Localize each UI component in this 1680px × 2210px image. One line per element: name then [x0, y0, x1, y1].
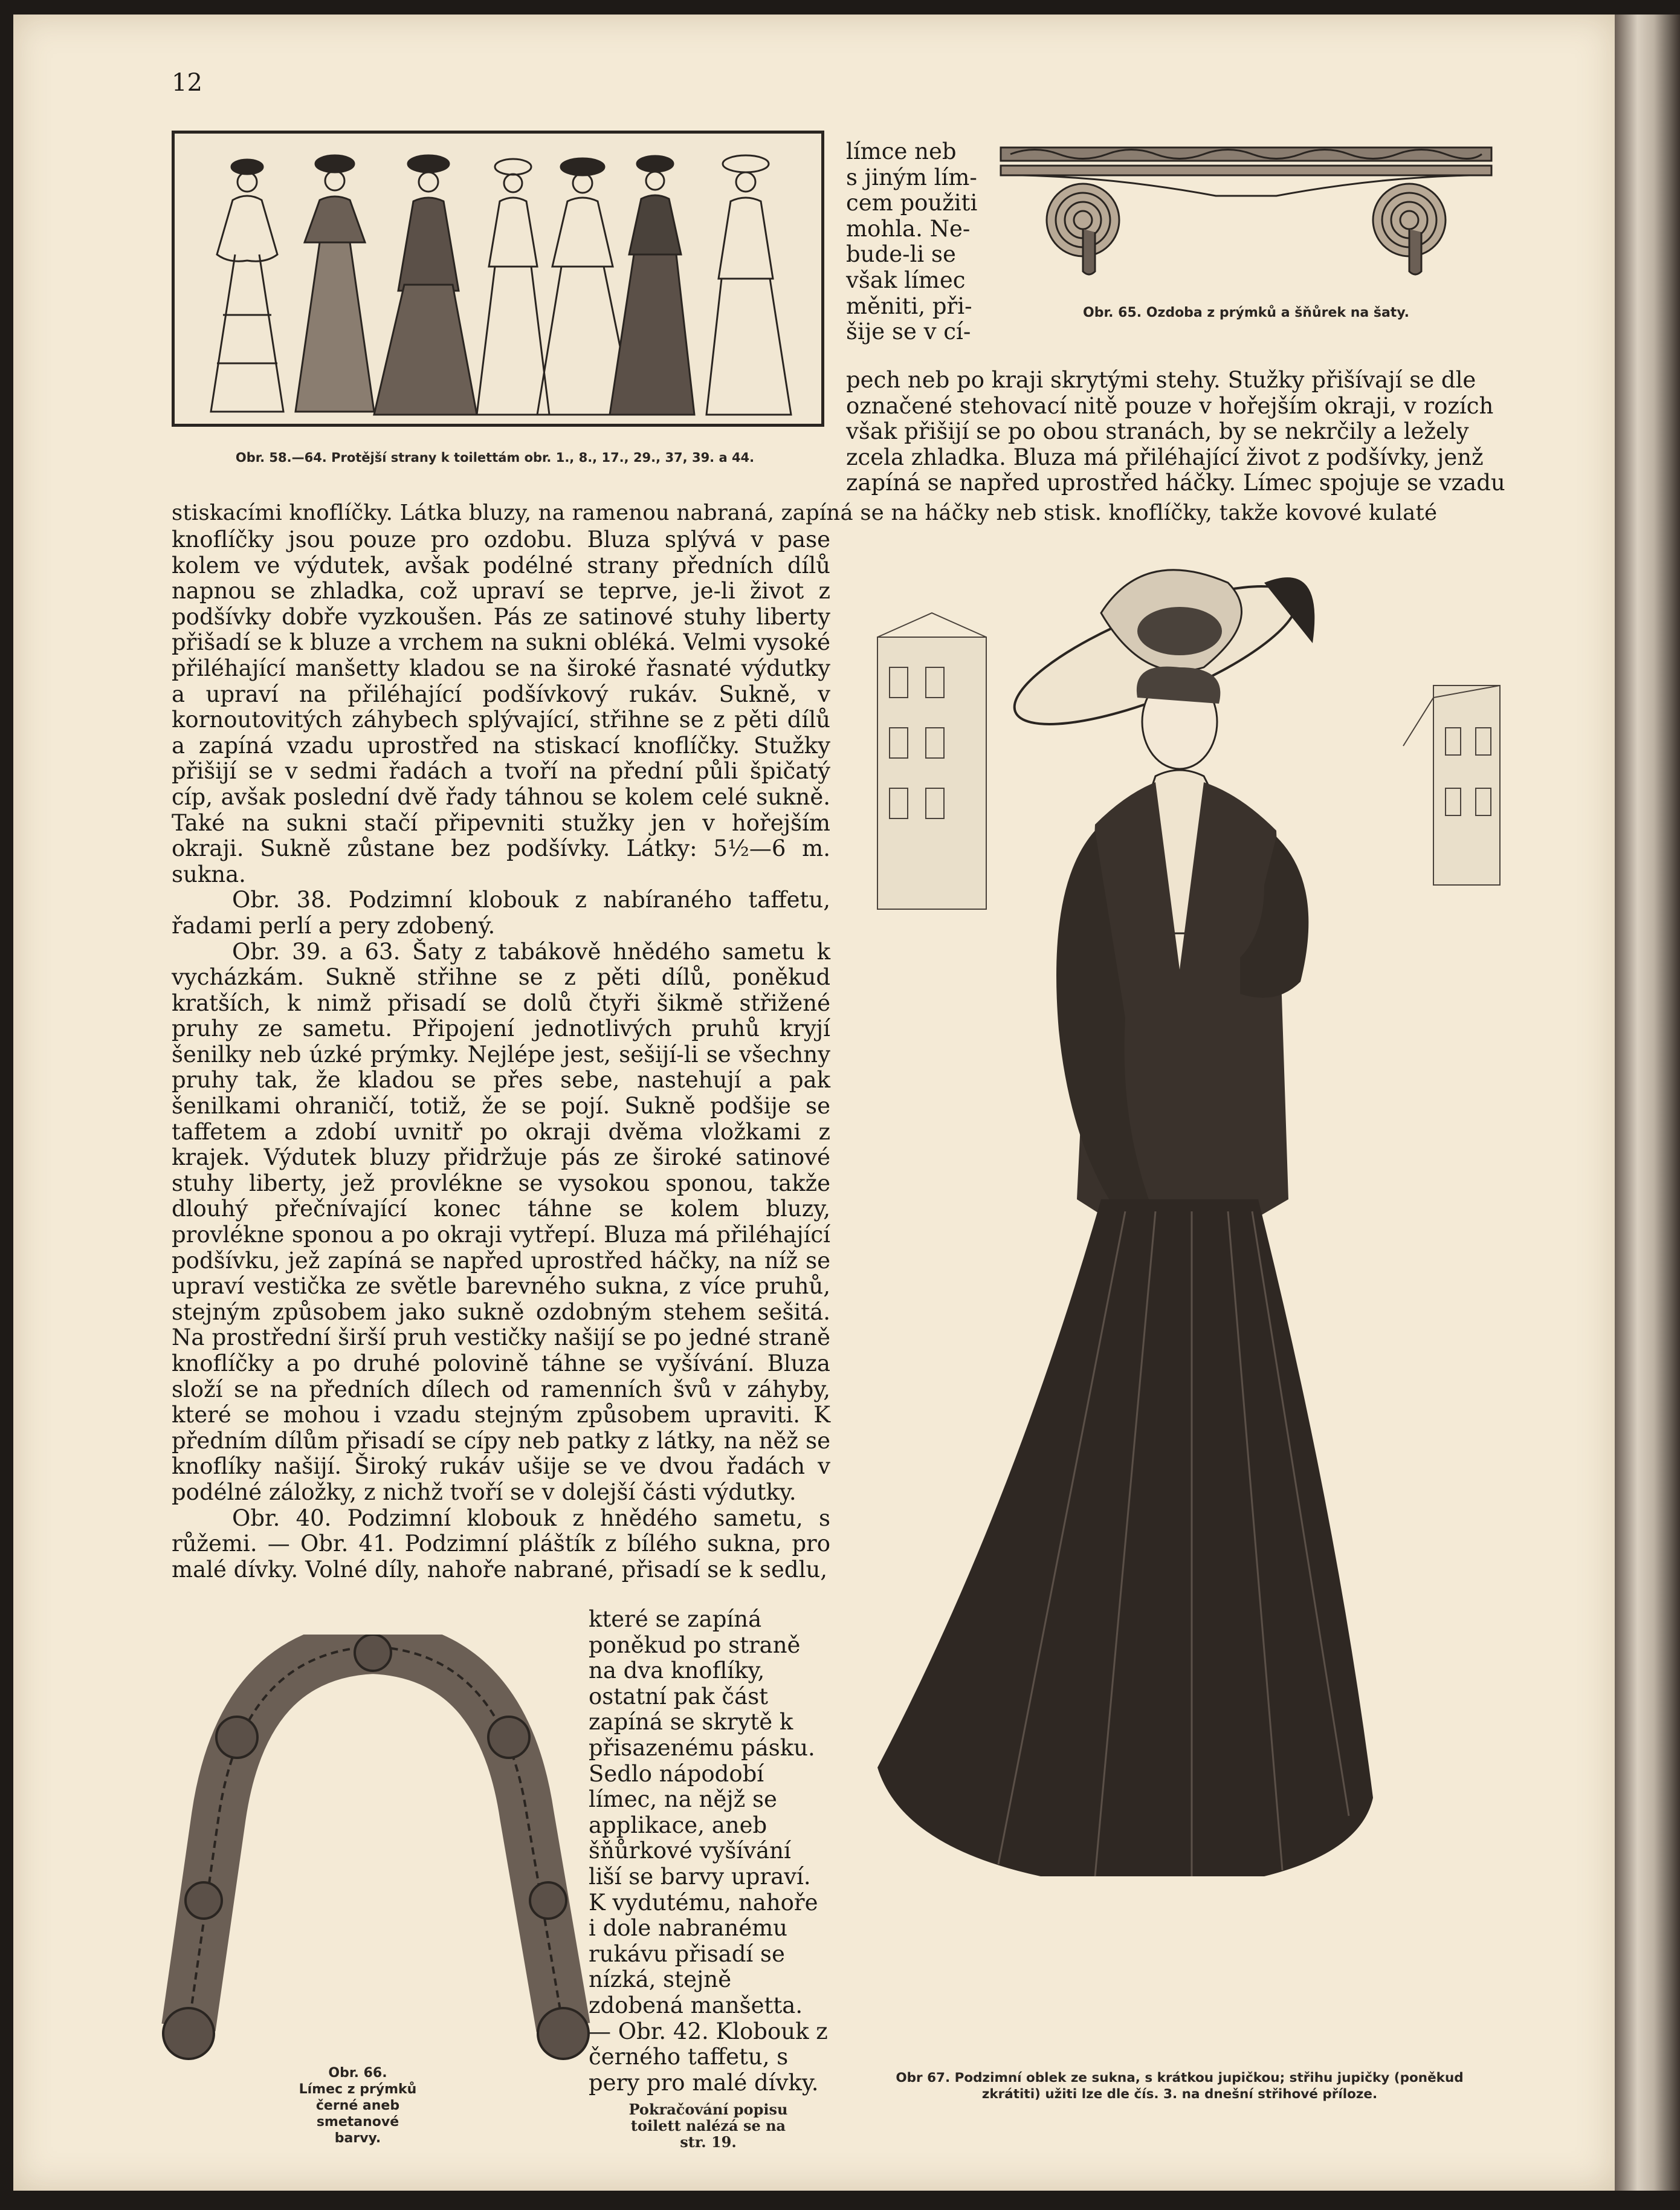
line: pech neb po kraji skrytými stehy. Stužky přišívají se dle [846, 367, 1476, 393]
note-line: Pokračování popisu [628, 2101, 788, 2118]
paragraph-blouse: knoflíčky jsou pouze pro ozdobu. Bluza splývá v pase kolem ve výdutek, avšak podélné strany předních dílů napnou se zhladka, což upraví se teprve, je-li život z podšívky dobře vyzkoušen. Pás ze satinové stuhy liberty přišadí se k bluze a vrchem na sukni obléká. Velmi vysoké přiléhající manšetty kladou se na široké řasnaté výdutky a upraví na přiléhající podšívkový rukáv. Sukně, v kornoutovitých záhybech splývající, střihne se z pěti dílů a zapíná vzadu uprostřed na stiskací knoflíčky. Stužky přišijí se v sedmi řadách a tvoří na přední půli špičatý cíp, avšak poslední dvě řady táhnou se kolem celé sukně. Také na sukni stačí připevniti stužky jen v hořejším okraji. Sukně zůstane bez podšívky. Látky: 5½—6 m. sukna. [172, 527, 830, 887]
caption-line: barvy. [334, 2131, 381, 2146]
continuation-note [593, 2101, 823, 2150]
ornament-illustration [998, 141, 1494, 280]
magazine-page [13, 15, 1615, 2191]
line: cem použiti [846, 190, 978, 216]
note-line: toilett nalézá se na [630, 2117, 786, 2134]
paragraph-obr-40: Obr. 40. Podzimní klobouk z hnědého sametu, s růžemi. — Obr. 41. Podzimní pláštík z bílého sukna, pro malé dívky. Volné díly, nahoře nabrané, přisadí se k sedlu, [172, 1505, 830, 1583]
paragraph-obr-38: Obr. 38. Podzimní klobouk z nabíraného taffetu, řadami perlí a pery zdobený. [172, 887, 830, 939]
line: zcela zhladka. Bluza má přiléhající život z podšívky, jenž [846, 444, 1484, 470]
caption-line: Límec z prýmků [299, 2082, 417, 2097]
caption-figure-58-64: Obr. 58.—64. Protější strany k toilettám obr. 1., 8., 17., 29., 37, 39. a 44. [235, 450, 755, 465]
text-left-column [172, 527, 830, 1583]
caption-line: zkrátiti) užiti lze dle čís. 3. na dnešní střihové příloze. [981, 2087, 1378, 2102]
line: šije se v cí- [846, 319, 971, 345]
note-line: str. 19. [680, 2133, 737, 2151]
figure-65-ornament [998, 141, 1494, 280]
line: mohla. Ne- [846, 215, 971, 242]
text-right-wide [846, 368, 1511, 496]
figure-67-autumn-costume [841, 546, 1524, 1949]
line: označené stehovací nitě pouze v hořejším okraji, v rozích [846, 392, 1494, 419]
caption-line: Obr 67. Podzimní oblek ze sukna, s krátkou jupičkou; střihu jupičky (poněkud [896, 2070, 1464, 2085]
line: však límec [846, 267, 966, 293]
line: měniti, při- [846, 293, 972, 319]
paragraph-obr-39: Obr. 39. a 63. Šaty z tabákově hnědého sametu k vycházkám. Sukně střihne se z pěti dílů, poněkud kratších, k nimž přisadí se dolů čtyři šikmě střižené pruhy ze sametu. Připojení jednotlivých pruhů kryjí šenilky neb úzké prýmky. Nejlépe jest, sešijí-li se všechny pruhy tak, že kladou se přes sebe, nastehují a pak šenilkami ohraničí, totiž, že se pojí. Sukně podšije se taffetem a zdobí uvnitř po okraji dvěma vložkami z krajek. Výdutek bluzy přidržuje pás ze široké satinové stuhy liberty, jež provlékne se vysokou sponou, takže dlouhý přečnívající konec táhne se kolem bluzy, provlékne sponou a po okraji vytřepí. Bluza má přiléhající podšívku, jež zapíná se napřed uprostřed háčky, na níž se upraví vestička ze světle barevného sukna, z více pruhů, stejným způsobem jako sukně ozdobným stehem sešitá. Na prostřední širší pruh vestičky našijí se po jedné straně knoflíčky a po druhé polovině táhne se vyšívání. Bluza složí se na předních dílech od ramenních švů v záhyby, které se mohou i vzadu stejným způsobem upraviti. K předním dílům přisadí se cípy neb patky z látky, na něž se knoflíky našijí. Široký rukáv ušije se ve dvou řadách v podélné záložky, z nichž tvoří se v dolejší části výdutky. [172, 938, 830, 1505]
caption-figure-67 [841, 2070, 1518, 2102]
caption-figure-66 [273, 2065, 442, 2147]
figure-66-collar [152, 1635, 593, 2076]
line: s jiným lím- [846, 164, 977, 190]
caption-line: Obr. 66. [328, 2066, 387, 2081]
line: bude-li se [846, 241, 956, 268]
dresses-illustration [175, 134, 821, 424]
caption-line: černé aneb [315, 2098, 400, 2113]
figure-58-64-dresses [172, 131, 824, 427]
paragraph-obr-41-42: které se zapíná poněkud po straně na dva knoflíky, ostatní pak část zapíná se skrytě k přisazenému pásku. Sedlo nápodobí límec, na nějž se applikace, aneb šňůrkové vyšívání liší se barvy upraví. K vydutému, nahoře i dole nabranému rukávu přisadí se nízká, stejně zdobená manšetta. — Obr. 42. Klobouk z černého taffetu, s pery pro malé dívky. [589, 1606, 828, 2096]
caption-line: smetanové [316, 2114, 399, 2130]
page-number: 12 [172, 69, 202, 97]
text-narrow-top-right [846, 139, 985, 345]
text-full-width-line: stiskacími knoflíčky. Látka bluzy, na ramenou nabraná, zapíná se na háčky neb stisk. knoflíčky, takže kovové kulaté [172, 501, 1438, 525]
lady-illustration [841, 546, 1524, 1949]
line: však přišijí se po obou stranách, by se nekrčily a ležely [846, 418, 1469, 445]
book-spine [1615, 15, 1680, 2191]
collar-illustration [152, 1635, 593, 2076]
line: zapíná se napřed uprostřed háčky. Límec spojuje se vzadu [846, 470, 1505, 496]
caption-figure-65: Obr. 65. Ozdoba z prýmků a šňůrek na šaty. [1083, 305, 1409, 320]
text-narrow-column [589, 1607, 830, 2096]
line: límce neb [846, 138, 957, 164]
